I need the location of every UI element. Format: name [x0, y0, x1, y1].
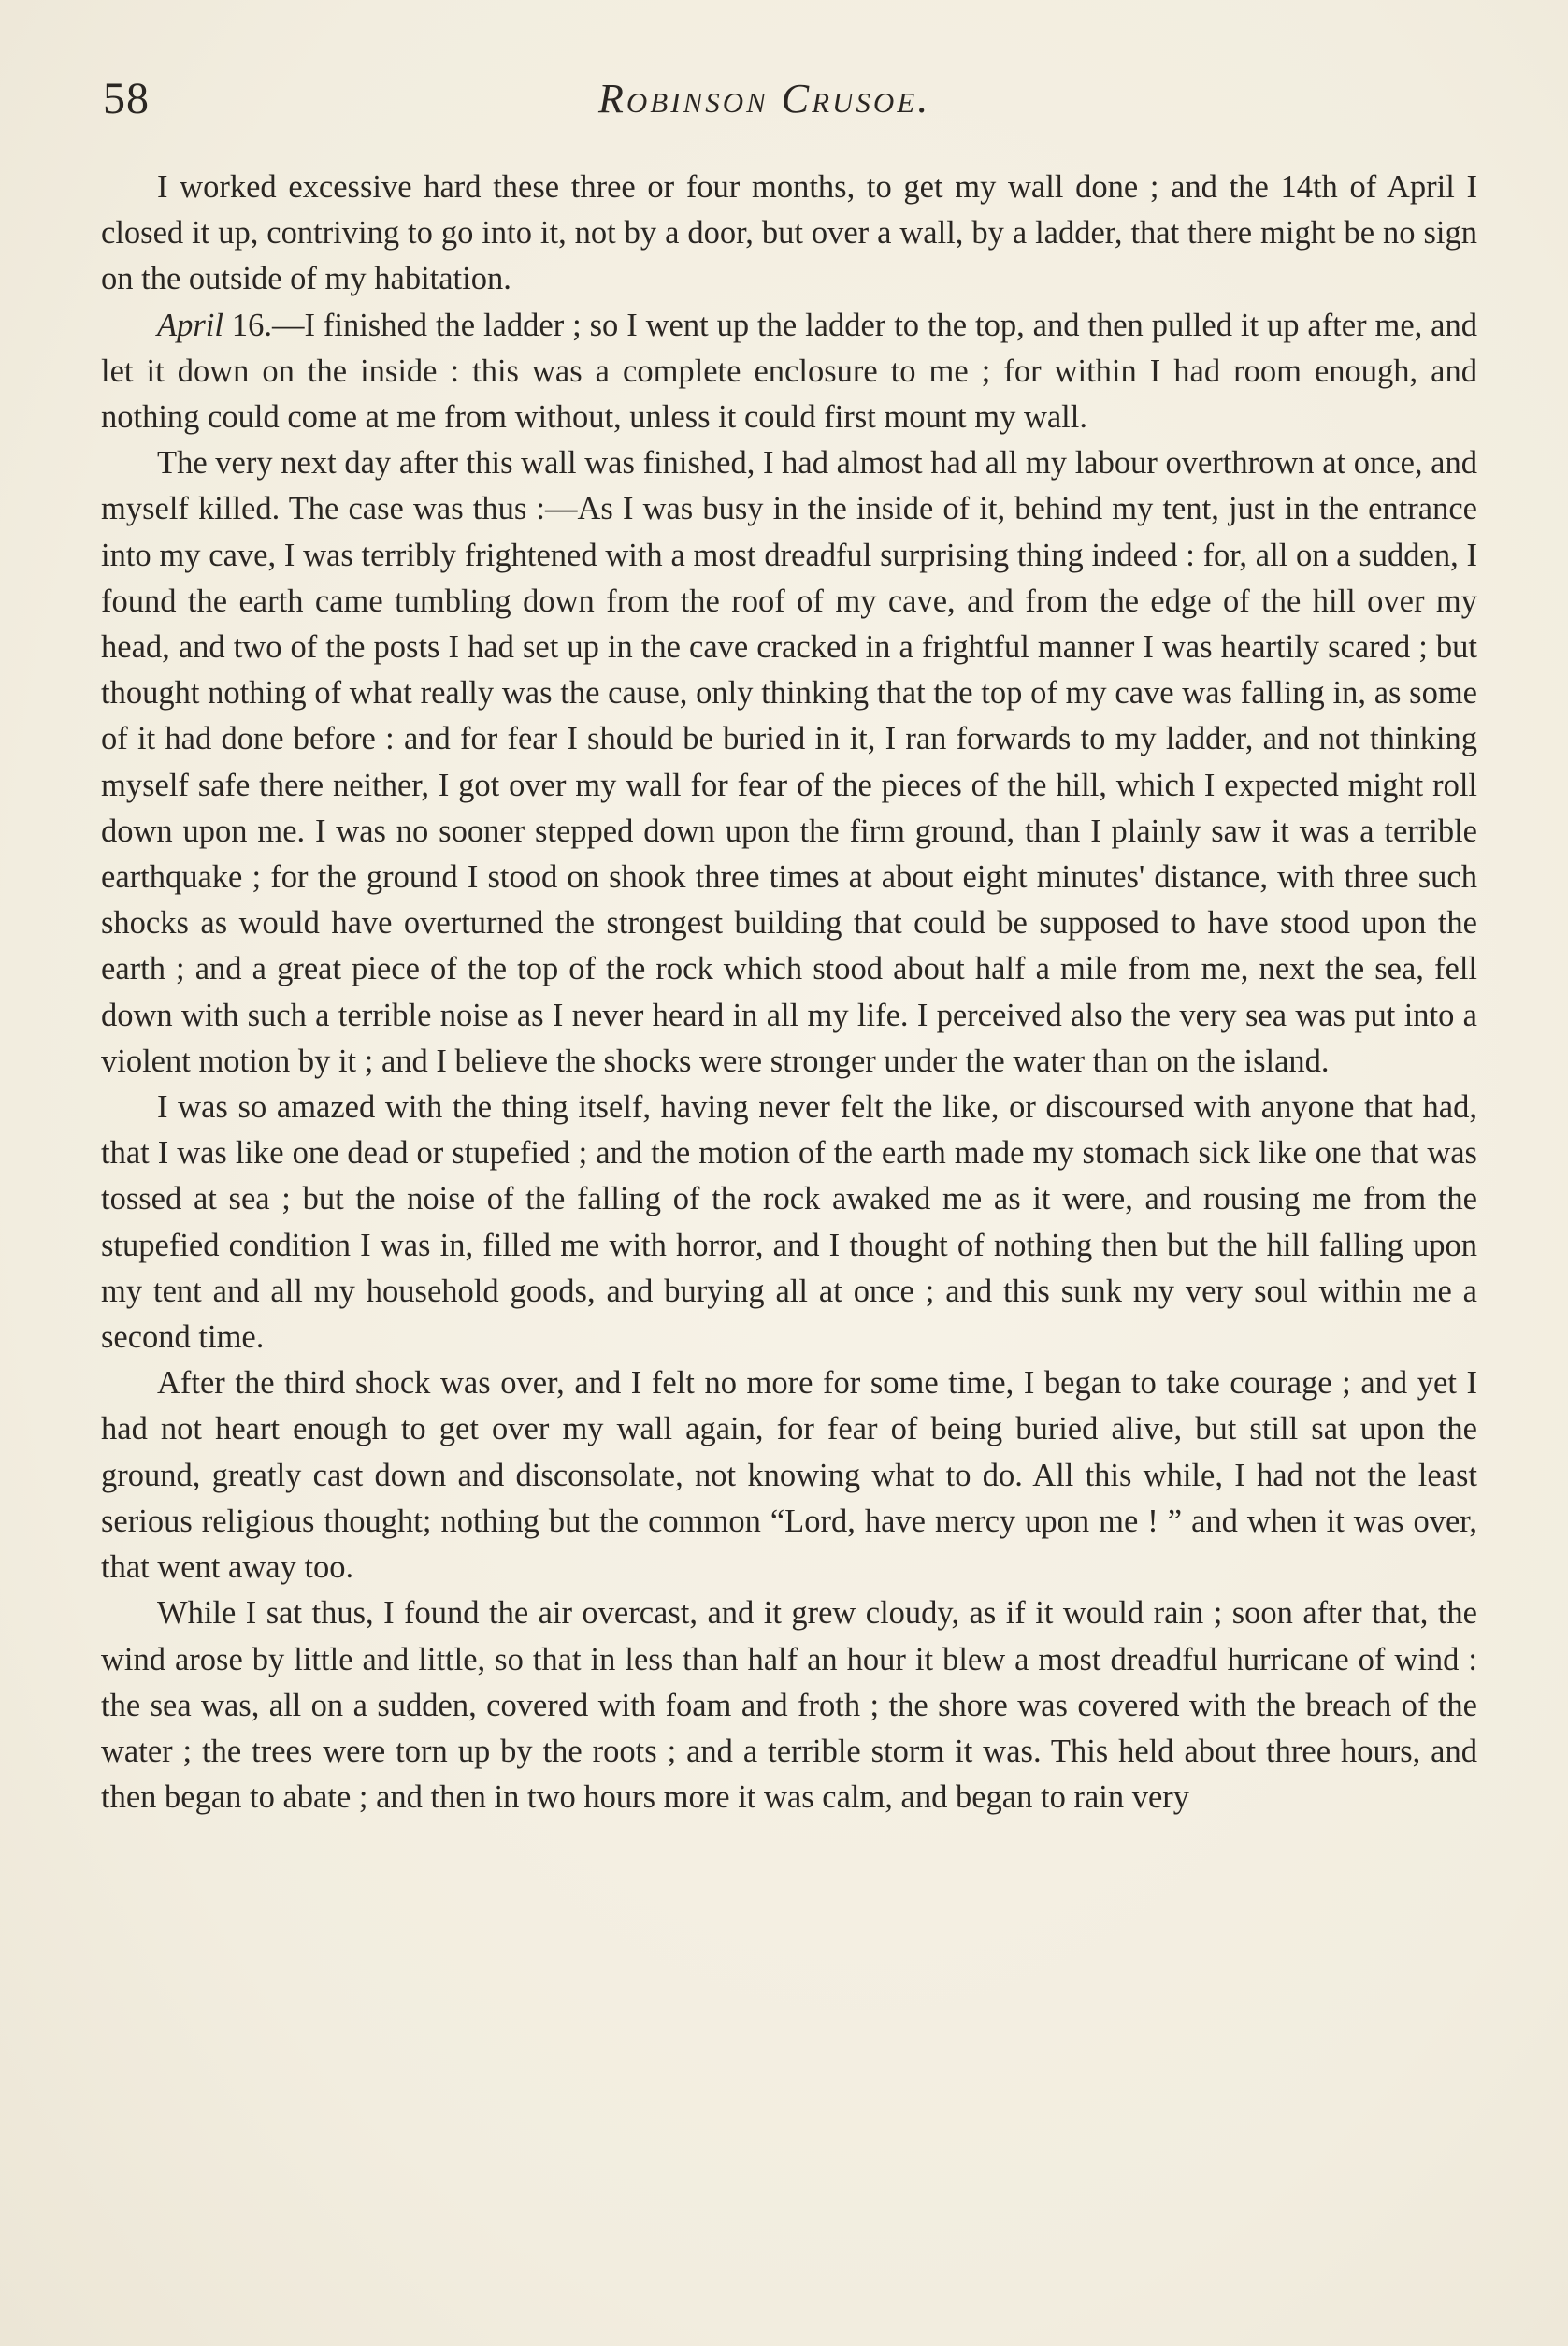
date-lead: April — [157, 307, 223, 343]
paragraph-2 — [101, 303, 1477, 441]
paragraph-text: The very next day after this wall was finished, I had almost had all my labour overthrown at once, and myself killed. The case was thus :—As I was busy in the inside of it, behind my tent, just in the entrance into my cave, I was terribly frightened with a most dreadful surprising thing indeed : for, all on a sudden, I found the earth came tumbling down from the roof of my cave, and from the edge of the hill over my head, and two of the posts I had set up in the cave cracked in a frightful manner I was heartily scared ; but thought nothing of what really was the cause, only thinking that the top of my cave was falling in, as some of it had done before : and for fear I should be buried in it, I ran forwards to my ladder, and not thinking myself safe there neither, I got over my wall for fear of the pieces of the hill, which I expected might roll down upon me. I was no sooner stepped down upon the firm ground, than I plainly saw it was a terrible earthquake ; for the ground I stood on shook three times at about eight minutes' distance, with three such shocks as would have overturned the strongest building that could be supposed to have stood upon the earth ; and a great piece of the top of the rock which stood about half a mile from me, next the sea, fell down with such a terrible noise as I never heard in all my life. I perceived also the very sea was put into a violent motion by it ; and I believe the shocks were stronger under the water than on the island. — [101, 445, 1477, 1079]
paragraph-6 — [101, 1590, 1477, 1821]
paragraph-5 — [101, 1360, 1477, 1590]
paragraph-text: While I sat thus, I found the air overcast, and it grew cloudy, as if it would rain ; soon after that, the wind arose by little and little, so that in less than half an hour it blew a most dreadful hurricane of wind : the sea was, all on a sudden, covered with foam and froth ; the shore was covered with the breach of the water ; the trees were torn up by the roots ; and a terrible storm it was. This held about three hours, and then began to abate ; and then in two hours more it was calm, and began to rain very — [101, 1595, 1477, 1816]
paragraph-text: I worked excessive hard these three or four months, to get my wall done ; and the 14th of April I closed it up, contriving to go into it, not by a door, but over a wall, by a ladder, that there might be no sign on the outside of my habitation. — [101, 169, 1477, 297]
paragraph-1 — [101, 165, 1477, 303]
body-text — [101, 165, 1477, 1821]
page-number: 58 — [103, 74, 150, 123]
paragraph-3 — [101, 440, 1477, 1085]
running-title: Robinson Crusoe. — [598, 76, 931, 122]
paragraph-text: 16.—I finished the ladder ; so I went up the ladder to the top, and then pulled it up after me, and let it down on the inside : this was a complete enclosure to me ; for within I had room enough, and nothing could come at me from without, unless it could first mount my wall. — [101, 307, 1477, 436]
paragraph-text: I was so amazed with the thing itself, having never felt the like, or discoursed with anyone that had, that I was like one dead or stupefied ; and the motion of the earth made my stomach sick like one that was tossed at sea ; but the noise of the falling of the rock awaked me as it were, and rousing me from the stupefied condition I was in, filled me with horror, and I thought of nothing then but the hill falling upon my tent and all my household goods, and burying all at once ; and this sunk my very soul within me a second time. — [101, 1089, 1477, 1356]
running-head — [103, 73, 1477, 129]
paragraph-text: After the third shock was over, and I felt no more for some time, I began to take courage ; and yet I had not heart enough to get over my wall again, for fear of being buried alive, but still sat upon the ground, greatly cast down and disconsolate, not knowing what to do. All this while, I had not the least serious religious thought; nothing but the common “Lord, have mercy upon me ! ” and when it was over, that went away too. — [101, 1365, 1477, 1586]
paragraph-4 — [101, 1085, 1477, 1360]
